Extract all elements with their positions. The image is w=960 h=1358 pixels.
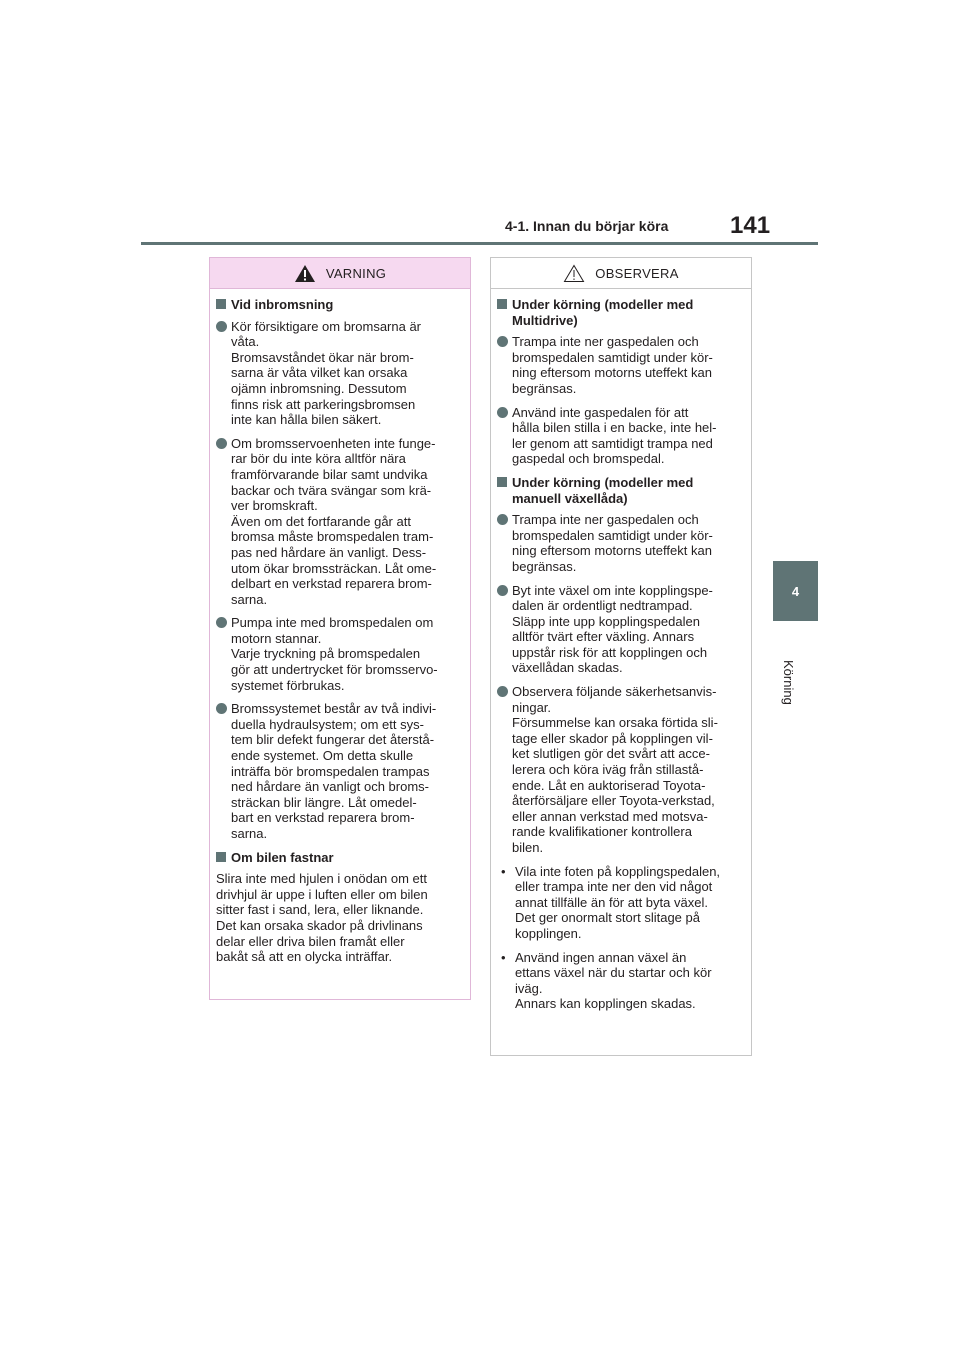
warning-title: VARNING bbox=[325, 265, 387, 281]
round-bullet-icon bbox=[497, 407, 508, 418]
paragraph: Slira inte med hjulen i onödan om ett drivhjul är uppe i luften eller om bilen sitter fast i sand, lera, eller liknande. Det kan orsaka skador på drivlinans delar eller driva bilen framåt eller bakåt så att en olycka inträffar. bbox=[216, 871, 428, 965]
list-item: Bromssystemet består av två indivi- duella hydraulsystem; om ett sys- tem blir defekt fungerar det återstå- ende systemet. Om detta skulle inträffa bör bromspedalen trampas ned hårdare än vanligt och broms- sträckan blir längre. Låt omedel- bart en verkstad reparera brom- sarna. bbox=[216, 701, 463, 841]
warning-triangle-icon bbox=[294, 264, 316, 283]
list-item: Använd inte gaspedalen för att hålla bilen stilla i en backe, inte hel- ler genom att samtidigt trampa ned gaspedal och bromspedal. bbox=[497, 405, 744, 467]
square-bullet-icon bbox=[497, 477, 507, 487]
square-bullet-icon bbox=[216, 852, 226, 862]
list-item: Byt inte växel om inte kopplingspe- dalen är ordentligt nedtrampad. Släpp inte upp kopplingspedalen alltför tvärt efter växling. Annars uppstår risk för att kopplingen och växellådan skadas. bbox=[497, 583, 744, 677]
square-bullet-icon bbox=[216, 299, 226, 309]
round-bullet-icon bbox=[216, 617, 227, 628]
list-item: Observera följande säkerhetsanvis- ningar. Försummelse kan orsaka förtida sli- tage eller skador på kopplingen vil- ket slutligen gör det svårt att acce- lerera och köra iväg från stillastå- ende. Låt en auktoriserad Toyota- återförsäljare eller Toyota-verkstad, eller annan verkstad med motsva- rande kvalifikationer kontrollera bilen. bbox=[497, 684, 744, 856]
header-divider bbox=[141, 242, 818, 245]
sub-list-item: • Använd ingen annan växel än ettans växel när du startar och kör iväg. Annars kan kopplingen skadas. bbox=[501, 949, 712, 1012]
round-bullet-icon bbox=[497, 686, 508, 697]
chapter-number: 4 bbox=[791, 583, 800, 599]
list-item: Trampa inte ner gaspedalen och bromspedalen samtidigt under kör- ning eftersom motorns uteffekt kan begränsas. bbox=[497, 334, 744, 396]
round-bullet-icon bbox=[497, 514, 508, 525]
warning-box bbox=[209, 257, 471, 1000]
chapter-label: Körning bbox=[781, 660, 796, 705]
round-bullet-icon bbox=[497, 585, 508, 596]
section-heading: Vid inbromsning bbox=[216, 297, 463, 313]
section-heading: Under körning (modeller med manuell växellåda) bbox=[497, 475, 744, 506]
notice-header bbox=[491, 258, 751, 289]
small-bullet-icon: • bbox=[501, 863, 506, 879]
round-bullet-icon bbox=[216, 703, 227, 714]
section-heading: Under körning (modeller med Multidrive) bbox=[497, 297, 744, 328]
list-item: Pumpa inte med bromspedalen om motorn stannar. Varje tryckning på bromspedalen gör att undertrycket för bromsservo- systemet förbrukas. bbox=[216, 615, 463, 693]
list-item: Trampa inte ner gaspedalen och bromspedalen samtidigt under kör- ning eftersom motorns uteffekt kan begränsas. bbox=[497, 512, 744, 574]
chapter-tab bbox=[773, 561, 818, 621]
warning-header bbox=[210, 258, 470, 289]
section-heading: Om bilen fastnar bbox=[216, 850, 463, 866]
round-bullet-icon bbox=[216, 438, 227, 449]
list-item: Om bromsservoenheten inte funge- rar bör du inte köra alltför nära framförvarande bilar samt undvika backar och tvära svängar som krä- ver bromskraft. Även om det fortfarande går att bromsa måste bromspedalen tram- pas ned hårdare än vanligt. Dess- utom ökar bromssträckan. Låt ome- delbart en verkstad reparera brom- sarna. bbox=[216, 436, 463, 608]
small-bullet-icon: • bbox=[501, 949, 506, 965]
sub-list-item: • Vila inte foten på kopplingspedalen, eller trampa inte ner den vid något annat tillfälle än för att byta växel. Det ger onormalt stort slitage på kopplingen. bbox=[501, 863, 721, 941]
round-bullet-icon bbox=[216, 321, 227, 332]
notice-box bbox=[490, 257, 752, 1056]
notice-title: OBSERVERA bbox=[595, 265, 679, 281]
round-bullet-icon bbox=[497, 336, 508, 347]
square-bullet-icon bbox=[497, 299, 507, 309]
list-item: Kör försiktigare om bromsarna är våta. Bromsavståndet ökar när brom- sarna är våta vilket kan orsaka ojämn inbromsning. Dessutom finns risk att parkeringsbromsen inte kan hålla bilen säkert. bbox=[216, 319, 463, 428]
page-number: 141 bbox=[730, 212, 771, 239]
caution-triangle-outline-icon bbox=[563, 264, 585, 283]
section-title: 4-1. Innan du börjar köra bbox=[505, 218, 669, 234]
